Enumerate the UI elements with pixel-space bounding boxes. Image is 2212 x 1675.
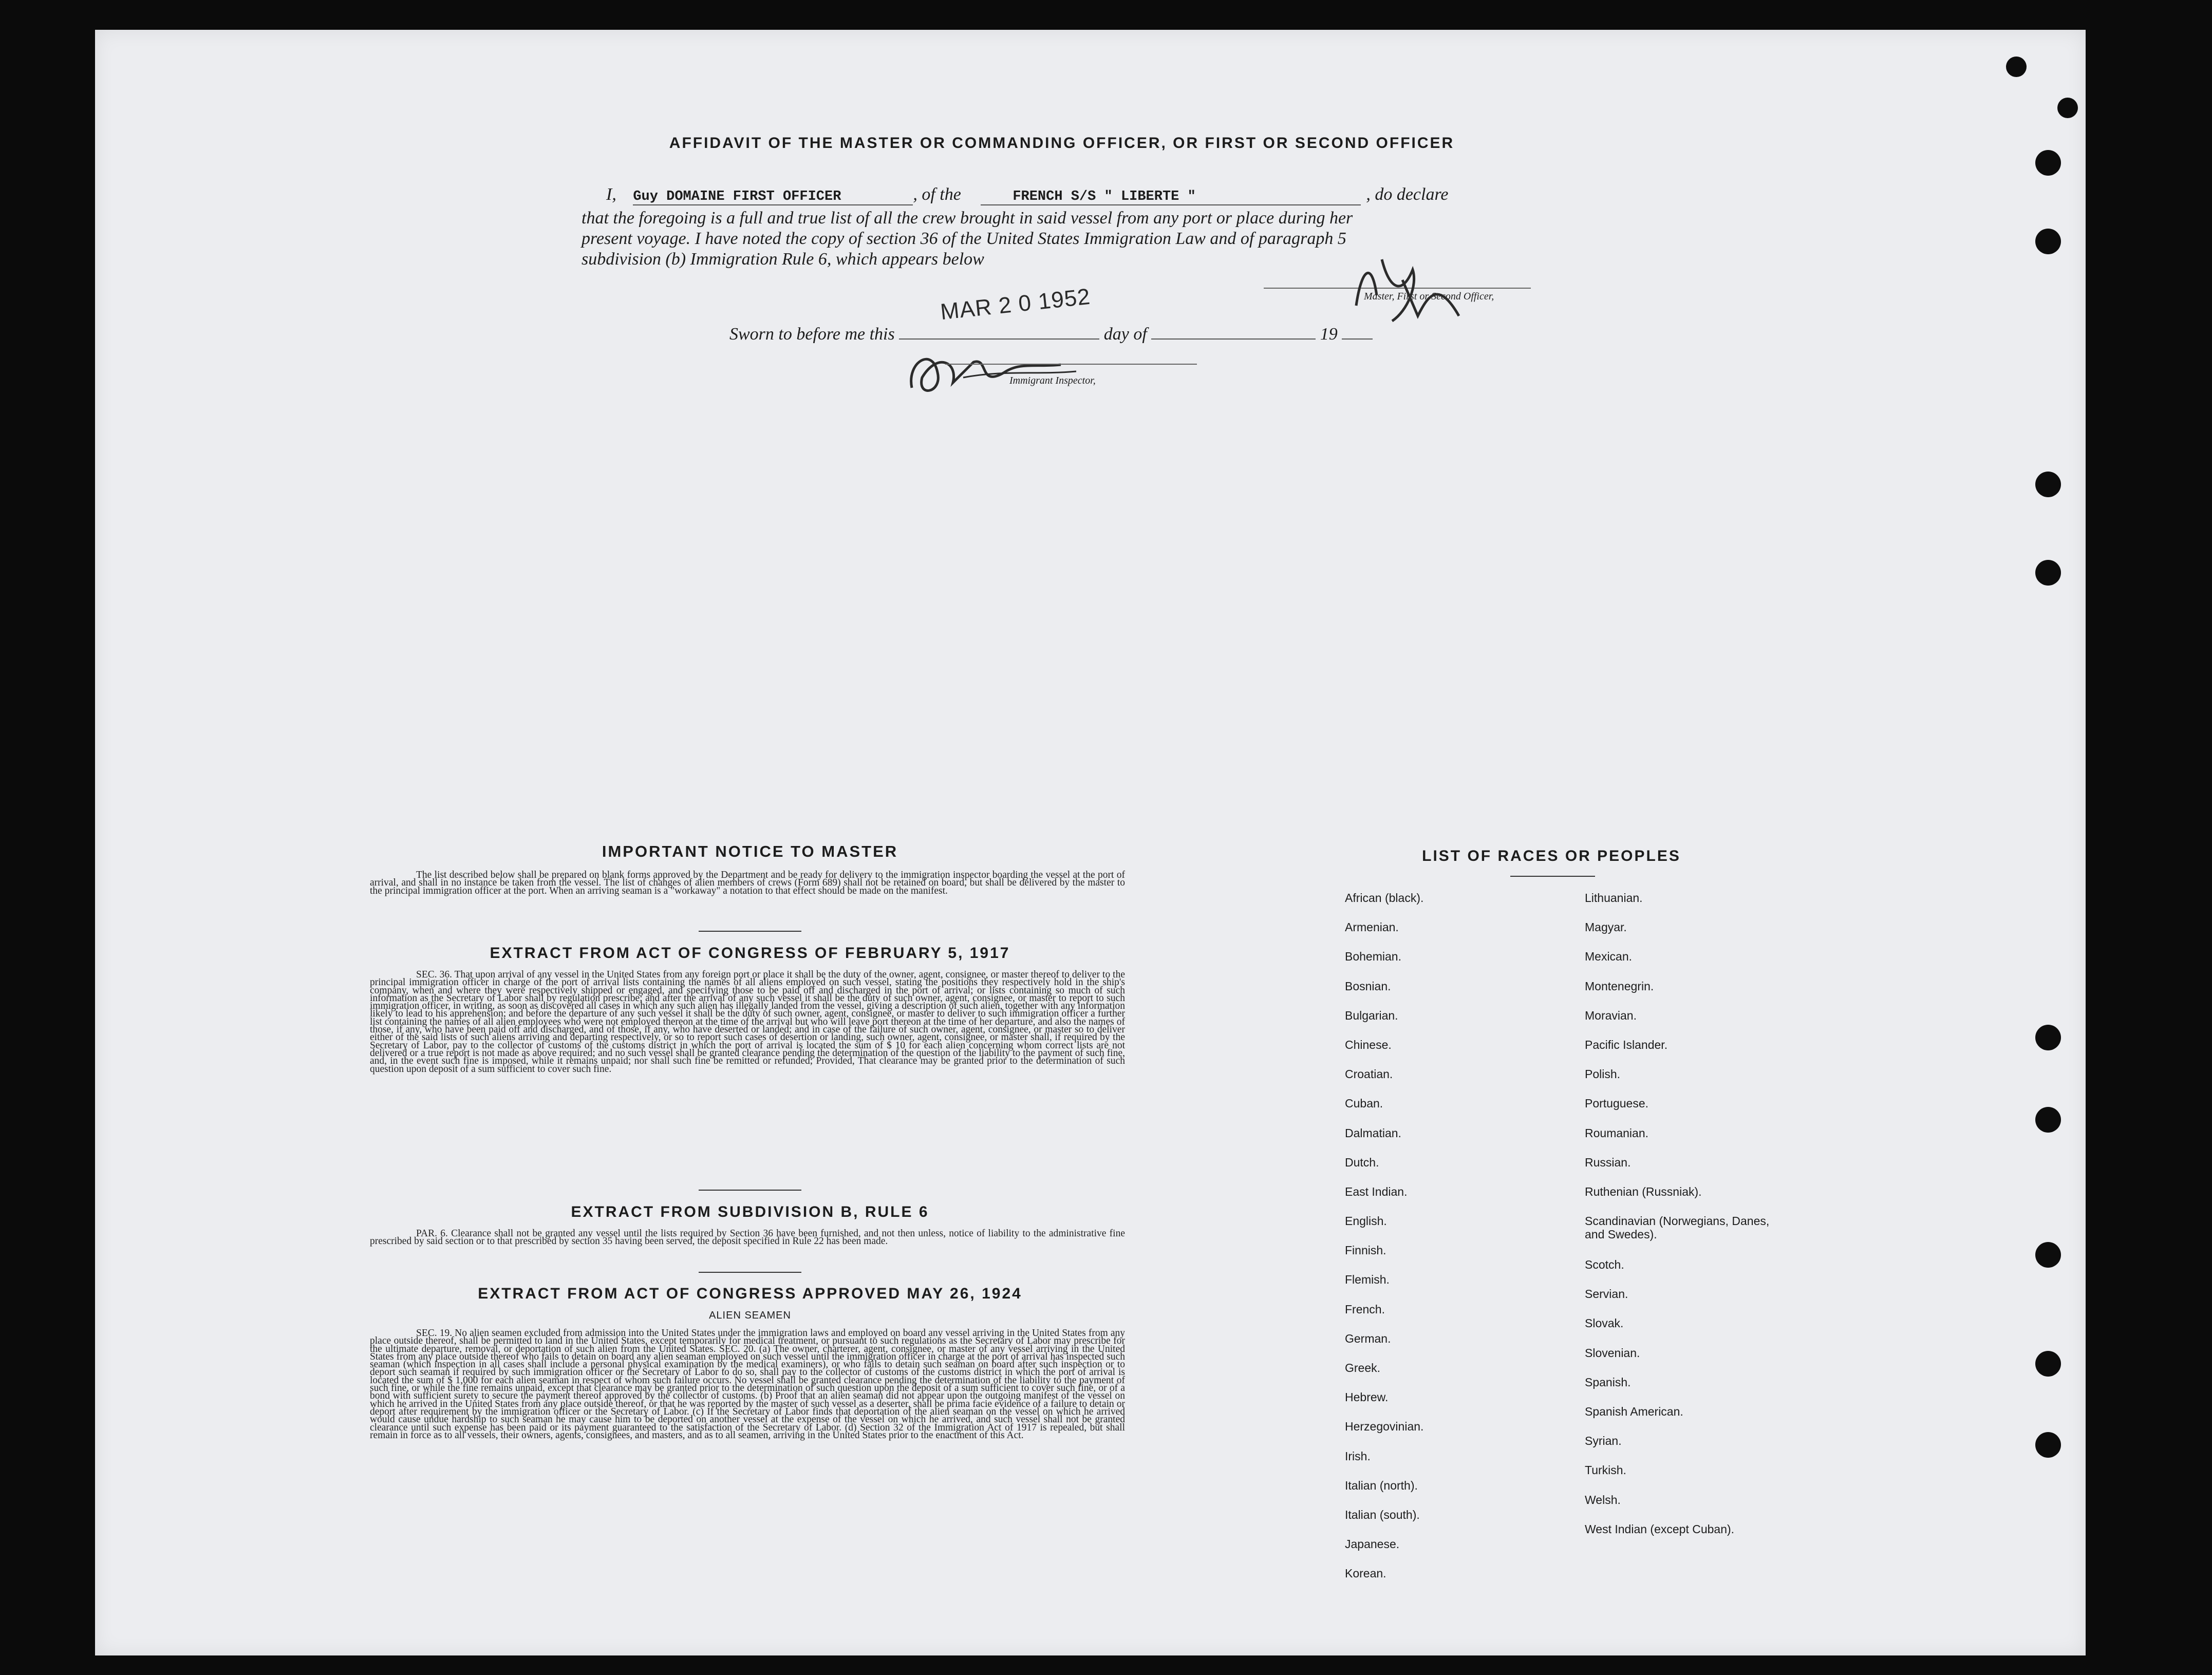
declaration-line-1: I, Guy DOMAINE FIRST OFFICER , of the FRENCH S/S " LIBERTE " , do declare <box>606 185 1449 204</box>
race-item: German. <box>1345 1331 1391 1345</box>
race-item: Welsh. <box>1585 1493 1621 1507</box>
punch-hole-11 <box>2035 1432 2061 1458</box>
race-item: Magyar. <box>1585 920 1627 934</box>
race-item: Italian (south). <box>1345 1508 1420 1521</box>
race-item: Croatian. <box>1345 1067 1393 1081</box>
sworn-line: Sworn to before me this day of 19 <box>729 325 1373 344</box>
extract-rule6-divider <box>699 1272 801 1273</box>
race-item: Roumanian. <box>1585 1126 1649 1140</box>
race-item: Dutch. <box>1345 1155 1379 1169</box>
inspector-caption: Immigrant Inspector, <box>1009 375 1096 386</box>
extract-1924-subtitle: ALIEN SEAMEN <box>709 1310 791 1321</box>
punch-hole-3 <box>2035 150 2061 176</box>
declaration-line-4: subdivision (b) Immigration Rule 6, which appears below <box>582 250 984 269</box>
race-item: Russian. <box>1585 1155 1631 1169</box>
vessel-name-field: FRENCH S/S " LIBERTE " <box>981 189 1361 205</box>
race-item: Syrian. <box>1585 1434 1622 1448</box>
race-item: Scotch. <box>1585 1258 1624 1272</box>
race-item: Slovenian. <box>1585 1346 1640 1360</box>
inspector-signature-line <box>945 364 1197 365</box>
race-item: Hebrew. <box>1345 1390 1389 1404</box>
race-item: Polish. <box>1585 1067 1621 1081</box>
race-item: East Indian. <box>1345 1184 1408 1198</box>
race-item: French. <box>1345 1302 1385 1316</box>
race-item: English. <box>1345 1214 1387 1228</box>
officer-signature <box>1341 249 1474 331</box>
race-item: Bohemian. <box>1345 950 1401 964</box>
extract-rule6-title: EXTRACT FROM SUBDIVISION B, RULE 6 <box>571 1203 929 1220</box>
race-item: Portuguese. <box>1585 1097 1649 1111</box>
extract-rule6-body: PAR. 6. Clearance shall not be granted any vessel until the lists required by Section 36 have been furnished, and not then unless, notice of liability to the administrative fine prescribed by said section or to that prescribed by section 35 having been served, the deposit specified in Rule 22 has been made. <box>370 1228 1125 1247</box>
race-item: Pacific Islander. <box>1585 1038 1668 1051</box>
race-item: Cuban. <box>1345 1097 1383 1111</box>
inspector-signature <box>902 342 1097 403</box>
punch-hole-1 <box>2006 57 2027 77</box>
officer-name-field: Guy DOMAINE FIRST OFFICER <box>633 189 913 205</box>
race-item: Turkish. <box>1585 1463 1626 1477</box>
extract-1924-body: SEC. 19. No alien seamen excluded from admission into the United States under the immigration laws and employed on board any vessel arriving in the United States from any place outside thereof, shall be permitted to land in the United States, except temporarily for medical treatment, or pursuant to such regulations as the Secretary of Labor may prescribe for the ultimate departure, removal, or deportation of such alien from the United States. SEC. 20. (a) The owner, charterer, agent, consignee, or master of any vessel arriving in the United States from any place outside thereof who fails to detain on board any alien seaman employed on such vessel until the immigration officer in charge at the port of arrival has inspected such seaman (which inspection in all cases shall include a personal physical examination by the medical examiners), or who fails to detain such seaman on board after such inspection or to deport such seaman if required by such immigration officer or the Secretary of Labor to do so, shall pay to the collector of customs of the customs district in which the port of arrival is located the sum of $ 1,000 for each alien seaman in respect of whom such failure occurs. No vessel shall be granted clearance pending the determination of the liability to the payment of such fine, or while the fine remains unpaid, except that clearance may be granted prior to the determination of such question upon the deposit of a sum sufficient to cover such fine, or of a bond with sufficient surety to secure the payment thereof approved by the collector of customs. (b) Proof that an alien seaman did not appear upon the outgoing manifest of the vessel on which he arrived in the United States from any place outside thereof, or that he was reported by the master of such vessel as a deserter, shall be prima facie evidence of a failure to detain or deport after requirement by the immigration officer or the Secretary of Labor. (c) If the Secretary of Labor finds that deportation of the alien seaman on the vessel on which he arrived would cause undue hardship to such seaman he may cause him to be deported on another vessel at the expense of the vessel on which he arrived, and such vessel shall not be granted clearance until such expense has been paid or its payment guaranteed to the satisfaction of the Secretary of Labor. (d) Section 32 of the Immigration Act of 1917 is repealed, but shall remain in force as to all vessels, their owners, agents, consignees, and masters, and as to all seamen, arriving in the United States prior to the enactment of this Act. <box>370 1328 1125 1441</box>
race-item: Mexican. <box>1585 950 1633 964</box>
punch-hole-4 <box>2035 229 2061 254</box>
declaration-line-3: present voyage. I have noted the copy of section 36 of the United States Immigration Law and of paragraph 5 <box>582 229 1346 248</box>
notice-divider <box>699 931 801 932</box>
punch-hole-5 <box>2035 472 2061 497</box>
race-item: Japanese. <box>1345 1537 1400 1551</box>
punch-hole-6 <box>2035 560 2061 586</box>
extract-1924-title: EXTRACT FROM ACT OF CONGRESS APPROVED MAY 26, 1924 <box>478 1285 1022 1302</box>
declaration-line-2: that the foregoing is a full and true list of all the crew brought in said vessel from any port or place during her <box>582 209 1353 228</box>
date-stamp: MAR 2 0 1952 <box>939 284 1092 325</box>
race-item: Dalmatian. <box>1345 1126 1401 1140</box>
race-item: Spanish American. <box>1585 1405 1683 1418</box>
race-item: Ruthenian (Russniak). <box>1585 1184 1702 1198</box>
notice-title: IMPORTANT NOTICE TO MASTER <box>602 842 898 860</box>
races-left-column <box>1345 891 1520 1596</box>
race-item: Bosnian. <box>1345 979 1391 993</box>
race-item: West Indian (except Cuban). <box>1585 1522 1735 1536</box>
affidavit-title: AFFIDAVIT OF THE MASTER OR COMMANDING OFFICER, OR FIRST OR SECOND OFFICER <box>669 135 1455 152</box>
race-item: Servian. <box>1585 1287 1628 1301</box>
punch-hole-8 <box>2035 1107 2061 1133</box>
extract-1917-body: SEC. 36. That upon arrival of any vessel in the United States from any foreign port or place it shall be the duty of the owner, agent, consignee, or master thereof to deliver to the principal immigration officer in charge of the port of arrival lists containing the names of all aliens employed on such vessel, stating the positions they respectively hold in the ship's company, when and where they were respectively shipped or engaged, and specifying those to be paid off and discharged in the port of arrival; or lists containing so much of such information as the Secretary of Labor shall by regulation prescribe; and after the arrival of any such vessel it shall be the duty of such owner, agent, consignee, or master to report to such immigration officer, in writing, as soon as discovered all cases in which any such alien has illegally landed from the vessel, giving a description of such alien, together with any information likely to lead to his apprehension; and before the departure of any such vessel it shall be the duty of such owner, agent, consignee, or master to deliver to such immigration officer a further list containing the names of all alien employees who were not employed thereon at the time of the arrival but who will leave port thereon at the time of her departure, and also the names of those, if any, who have been paid off and discharged, and of those, if any, who have deserted or landed; and in case of the failure of such owner, agent, consignee, or master so to deliver either of the said lists of such aliens arriving and departing respectively, or so to report such cases of desertion or landing, such owner, agent, consignee, or master shall, if required by the Secretary of Labor, pay to the collector of customs of the customs district in which the port of arrival is located the sum of $ 10 for each alien concerning whom correct lists are not delivered or a true report is not made as above required; and no such vessel shall be granted clearance pending the determination of the question of the liability to the payment of such fine, and, in the event such fine is imposed, while it remains unpaid; nor shall such fine be remitted or refunded; Provided, That clearance may be granted prior to the determination of such question upon deposit of a sum sufficient to cover such fine. <box>370 969 1125 1075</box>
officer-caption: Master, First or Second Officer, <box>1364 291 1494 302</box>
punch-hole-10 <box>2035 1351 2061 1377</box>
race-item: Korean. <box>1345 1567 1386 1580</box>
race-item: Chinese. <box>1345 1038 1392 1051</box>
notice-body: The list described below shall be prepared on blank forms approved by the Department and be ready for delivery to the immigration inspector boarding the vessel at the port of arrival, and shall in no instance be taken from the vessel. The list of changes of alien members of crews (Form 689) shall not be retained on board, but shall be delivered by the master to the principal immigration officer at the port. When an arriving seaman is a "workaway" a notation to that effect should be made on the manifest. <box>370 870 1125 896</box>
race-item: Slovak. <box>1585 1316 1624 1330</box>
punch-hole-9 <box>2035 1242 2061 1268</box>
punch-hole-7 <box>2035 1025 2061 1050</box>
race-item: Greek. <box>1345 1361 1381 1375</box>
punch-hole-2 <box>2057 98 2078 118</box>
race-item: Scandinavian (Norwegians, Danes, and Swedes). <box>1585 1214 1770 1241</box>
race-item: Lithuanian. <box>1585 891 1643 905</box>
race-item: Montenegrin. <box>1585 979 1654 993</box>
races-right-column <box>1585 891 1780 1552</box>
race-item: Irish. <box>1345 1449 1371 1463</box>
race-item: Finnish. <box>1345 1244 1386 1257</box>
race-item: Bulgarian. <box>1345 1008 1398 1022</box>
race-item: Spanish. <box>1585 1375 1631 1389</box>
race-item: Herzegovinian. <box>1345 1420 1424 1434</box>
race-item: Moravian. <box>1585 1008 1637 1022</box>
race-item: Armenian. <box>1345 920 1399 934</box>
extract-1917-title: EXTRACT FROM ACT OF CONGRESS OF FEBRUARY 5, 1917 <box>490 945 1010 962</box>
extract-1917-divider <box>699 1190 801 1191</box>
race-item: African (black). <box>1345 891 1424 905</box>
race-item: Flemish. <box>1345 1273 1390 1287</box>
races-divider <box>1510 876 1595 877</box>
race-item: Italian (north). <box>1345 1478 1418 1492</box>
races-title: LIST OF RACES OR PEOPLES <box>1422 848 1681 864</box>
